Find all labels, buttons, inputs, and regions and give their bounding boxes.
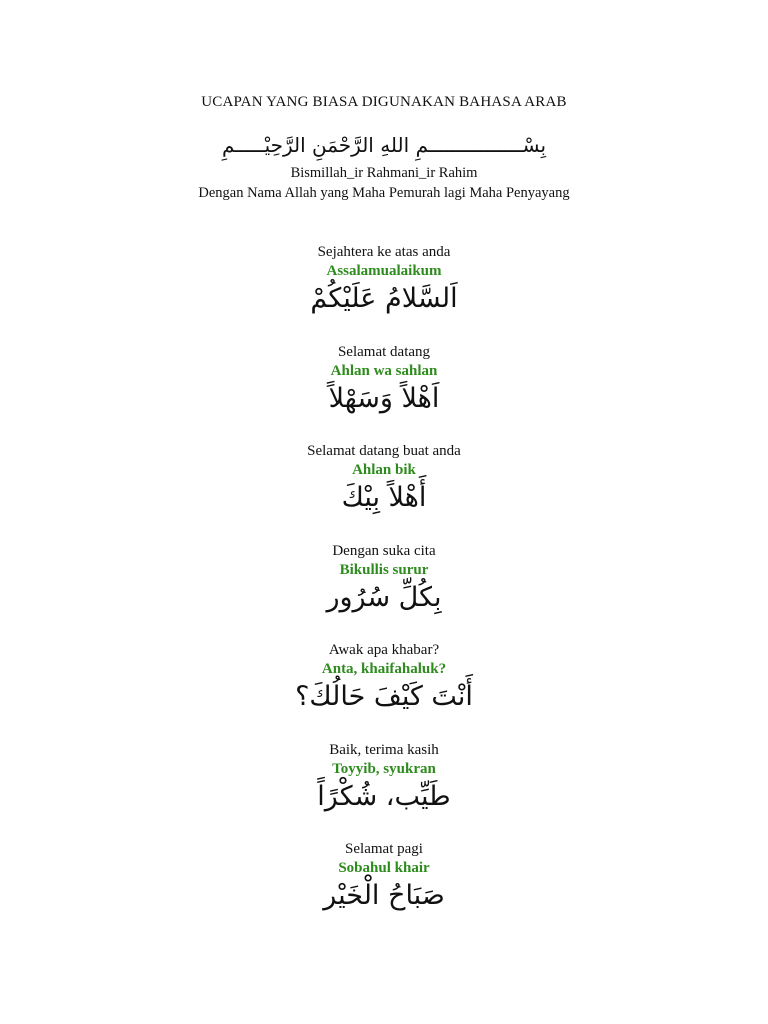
basmala-meaning: Dengan Nama Allah yang Maha Pemurah lagi Maha Penyayang xyxy=(198,185,570,201)
phrase-latin: Assalamualaikum xyxy=(326,263,442,279)
phrase-meaning: Selamat datang xyxy=(337,343,431,360)
phrase-meaning: Selamat datang buat anda xyxy=(307,443,461,459)
phrase-arabic: أَنْتَ كَيْفَ حَالُكَ؟ xyxy=(295,681,473,712)
phrase-arabic: بِكُلِّ سُرُور xyxy=(326,581,442,613)
phrase-latin: Sobahul khair xyxy=(338,860,430,876)
phrase-latin: Ahlan bik xyxy=(352,462,416,478)
phrase-latin: Ahlan wa sahlan xyxy=(330,362,438,379)
phrase-meaning: Sejahtera ke atas anda xyxy=(317,244,451,260)
basmala-latin: Bismillah_ir Rahmani_ir Rahim xyxy=(290,165,478,181)
phrase-meaning: Dengan suka cita xyxy=(332,542,436,559)
phrase-latin: Bikullis surur xyxy=(339,561,429,578)
basmala-arabic: بِسْــــــــــــــــمِ اللهِ الرَّحْمَنِ الرَّحِيْـــــمِ xyxy=(221,133,547,157)
phrase-arabic: اَلسَّلامُ عَلَيْكُمْ xyxy=(310,283,458,314)
document-title: UCAPAN YANG BIASA DIGUNAKAN BAHASA ARAB xyxy=(201,94,567,110)
phrase-arabic: طَيِّب، شُكْرًاً xyxy=(317,780,451,812)
phrase-arabic: صَبَاحُ الْخَيْر xyxy=(323,880,445,911)
phrase-arabic: اَهْلاً وَسَهْلاً xyxy=(328,382,440,414)
phrase-latin: Anta, khaifahaluk? xyxy=(321,661,447,677)
phrase-meaning: Awak apa khabar? xyxy=(328,642,440,658)
phrase-latin: Toyyib, syukran xyxy=(332,760,436,777)
phrase-arabic: أَهْلاً بِيْكَ xyxy=(341,482,427,513)
phrase-meaning: Baik, terima kasih xyxy=(329,741,439,758)
phrase-meaning: Selamat pagi xyxy=(345,841,423,857)
